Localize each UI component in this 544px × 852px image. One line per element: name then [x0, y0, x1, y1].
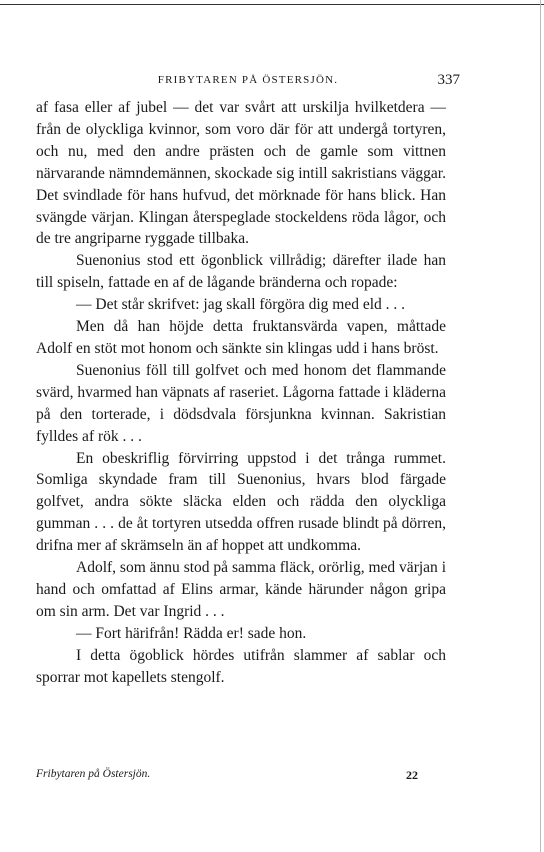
footer-book-title: Fribytaren på Östersjön. — [36, 768, 151, 780]
paragraph: En obeskriflig förvirring uppstod i det trånga rummet. Somliga skyndade fram till Suenonius, hvars blod färgade golfvet, andra sökte släcka elden och rädda den olyckliga gumman . . . de åt tortyren utsedda offren rusade blindt på dörren, drifna mer af skrämseln än af hoppet att undkomma. — [36, 449, 446, 555]
page-number: 337 — [437, 72, 460, 88]
body-text — [36, 97, 446, 688]
paragraph: Suenonius föll till golfvet och med honom det flammande svärd, hvarmed han väpnats af raseriet. Lågorna fattade i kläderna på den torterade, i dödsdvala försjunkna kvinnan. Sakristian fylldes af rök . . . — [36, 361, 446, 445]
paragraph-continuation: af fasa eller af jubel — det var svårt att urskilja hvilketdera — från de olyckliga kvinnor, som voro där för att undergå tortyren, och nu, med den andre prästen och de gamle som vittnen närvarande nämndemännen, skockade sig intill sakristians väggar. Det svindlade för hans hufvud, det mörknade för hans blick. Han svängde värjan. Klingan återspeglade stockeldens röda lågor, och de tre angriparne ryggade tillbaka. — [36, 99, 446, 248]
paragraph-dialogue: — Det står skrifvet: jag skall förgöra dig med eld . . . — [76, 296, 406, 314]
signature-mark: 22 — [406, 768, 418, 782]
paragraph-dialogue: — Fort härifrån! Rädda er! sade hon. — [76, 624, 307, 642]
paragraph: Men då han höjde detta fruktansvärda vapen, måttade Adolf en stöt mot honom och sänkte sin klingas udd i hans bröst. — [36, 318, 446, 357]
running-title: FRIBYTAREN PÅ ÖSTERSJÖN. — [157, 74, 339, 86]
paragraph: Adolf, som ännu stod på samma fläck, orörlig, med värjan i hand och omfattad af Elins armar, kände härunder någon gripa om sin arm. Det var Ingrid . . . — [36, 559, 446, 620]
paragraph: Suenonius stod ett ögonblick villrådig; därefter ilade han till spiseln, fattade en af de lågande bränderna och ropade: — [36, 252, 446, 292]
page-edge-line — [540, 0, 541, 852]
page-footer — [36, 768, 460, 786]
top-rule — [0, 4, 544, 5]
paragraph: I detta ögoblick hördes utifrån slammer af sablar och sporrar mot kapellets stengolf. — [36, 646, 446, 686]
running-header — [36, 72, 460, 92]
